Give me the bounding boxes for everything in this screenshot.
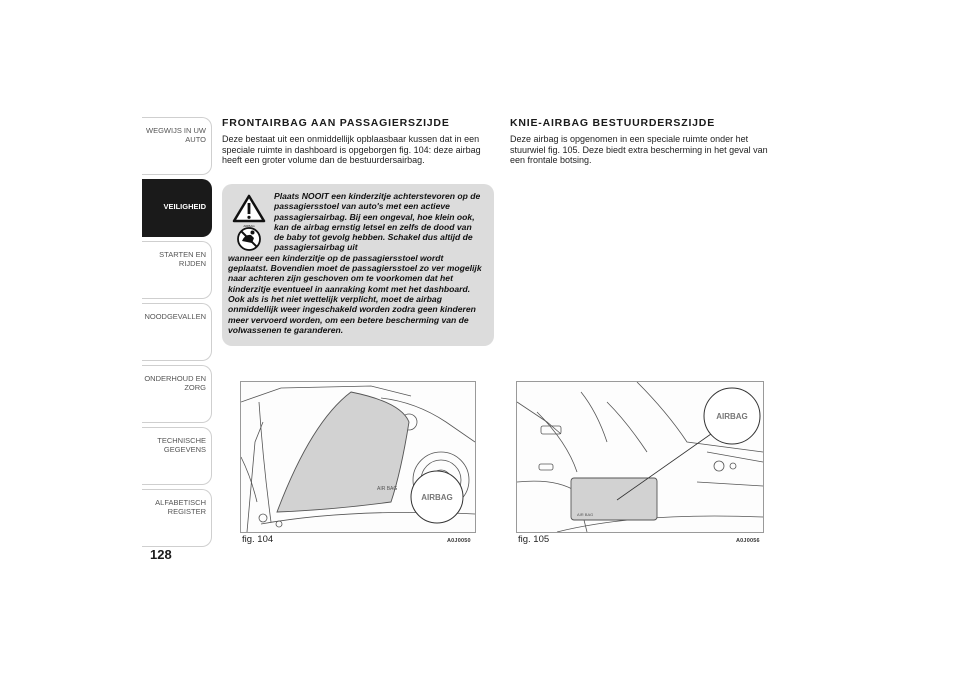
figure-104-image [240, 381, 476, 533]
tab-starten[interactable]: STARTEN EN RIJDEN [142, 241, 212, 299]
svg-text:AIRBAG: AIRBAG [243, 224, 255, 229]
knee-airbag-text: Deze airbag is opgenomen in een speciale ruimte onder het stuurwiel fig. 105. Deze biedt extra bescherming in het geval van een frontale botsing. [510, 134, 768, 166]
airbag-badge-label: AIRBAG [421, 493, 453, 502]
passenger-airbag-illustration [241, 382, 475, 532]
passenger-airbag-text: Deze bestaat uit een onmiddellijk opblaasbaar kussen dat in een speciale ruimte in dashboard is opgeborgen fig. 104: deze airbag heeft een groter volume dan de bestuurdersairbag. [222, 134, 481, 166]
right-column [510, 117, 782, 166]
warning-triangle-icon [232, 194, 266, 254]
knee-airbag-illustration [517, 382, 763, 532]
airbag-badge-label: AIRBAG [716, 412, 748, 421]
section-heading-knee-airbag: KNIE-AIRBAG BESTUURDERSZIJDE [510, 117, 715, 129]
figure-105-code: A0J0056 [736, 538, 760, 544]
figure-104-code: A0J0050 [447, 538, 471, 544]
air-bag-panel-label: AIR BAG [577, 512, 594, 517]
figure-105-image [516, 381, 764, 533]
tab-wegwijs[interactable]: WEGWIJS IN UW AUTO [142, 117, 212, 175]
tab-veiligheid[interactable]: VEILIGHEID [142, 179, 212, 237]
air-bag-panel-label: AIR BAG [377, 486, 398, 492]
section-heading-passenger-airbag: FRONTAIRBAG AAN PASSAGIERSZIJDE [222, 117, 450, 129]
warning-text-lead: Plaats NOOIT een kinderzitje achterstevoren op de passagiersstoel van auto's met een actieve passagiersairbag. Bij een ongeval, hoe klein ook, kan de airbag ernstig letsel en zelfs de dood van de baby tot gevolg hebben. Schakel dus altijd de passagiersairbag uit [274, 191, 481, 253]
tab-register[interactable]: ALFABETISCH REGISTER [142, 489, 212, 547]
left-column [222, 117, 494, 166]
figure-105-caption: fig. 105 [518, 534, 550, 545]
warning-box [222, 184, 494, 346]
warning-icons [232, 194, 266, 259]
warning-text-rest: wanneer een kinderzitje op de passagiersstoel wordt geplaatst. Bovendien moet de passagiersstoel zo ver mogelijk naar achteren zijn geschoven om te voorkomen dat het kinderzitje eventueel in aanraking komt met het dashboard. Ook als is het niet wettelijk verplicht, moet de airbag onmiddellijk weer ingeschakeld worden zodra geen kinderen meer vervoerd worden, om een betere bescherming van de volwassenen te garanderen. [228, 252, 482, 335]
tab-noodgevallen[interactable]: NOODGEVALLEN [142, 303, 212, 361]
tab-onderhoud[interactable]: ONDERHOUD EN ZORG [142, 365, 212, 423]
tab-technische[interactable]: TECHNISCHE GEGEVENS [142, 427, 212, 485]
page-number: 128 [150, 547, 172, 562]
warning-text [228, 191, 484, 335]
figure-104-caption: fig. 104 [242, 534, 274, 545]
no-rear-facing-child-seat-icon [238, 224, 260, 250]
